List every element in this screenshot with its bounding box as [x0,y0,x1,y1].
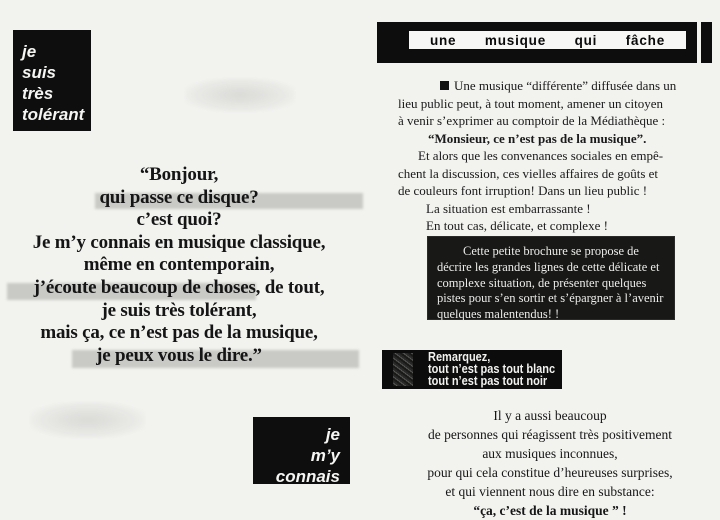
paragraph-line-emphasis: “Monsieur, ce n’est pas de la musique”. [428,130,647,146]
connais-line: je [325,425,340,444]
remarquez-bar [382,350,562,389]
remarquez-line: Remarquez, [428,350,491,364]
title-bar-edge-strip [701,22,712,63]
box-line: décrire les grandes lignes de cette délicate et [437,259,660,274]
brochure-purpose-box [428,237,674,322]
box-line: pistes pour s’en sortir et s’épargner à l’avenir [437,291,664,306]
paragraph-line: aux musiques inconnues, [482,446,618,461]
quote-line: qui passe ce disque? [99,186,259,208]
tolerant-black-box [13,30,91,131]
quote-line: mais ça, ce n’est pas de la musique, [40,322,318,344]
box-line: quelques malentendus! ! [437,307,560,322]
quote-line: c’est quoi? [136,209,222,231]
page-title: une musique qui fâche [409,31,686,49]
remarquez-line: tout n’est pas tout noir [428,373,548,388]
quote-line: Je m’y connais en musique classique, [32,231,326,253]
intro-paragraph [398,77,686,235]
closing-paragraph [390,406,710,520]
paragraph-line-text: Une musique “différente” diffusée dans un [454,78,677,93]
paragraph-line: En tout cas, délicate, et complexe ! [426,218,608,233]
quote-line: je suis très tolérant, [101,299,257,321]
quote-line: j’écoute beaucoup de choses, de tout, [33,276,325,298]
remarquez-text [428,352,555,387]
quote-line: je peux vous le dire.” [96,344,262,366]
quote-line: même en contemporain, [83,254,275,276]
paragraph-line: et qui viennent nous dire en substance: [445,484,655,499]
connais-line: connais [275,467,340,486]
paragraph-line-emphasis: “ça, c’est de la musique ” ! [473,503,627,518]
paragraph-line: de couleurs font irruption! Dans un lieu public ! [398,183,648,198]
tolerant-line: tolérant [22,105,85,124]
tolerant-line: je [22,42,37,61]
paragraph-line: Il y a aussi beaucoup [493,408,607,423]
paragraph-line: La situation est embarrassante ! [426,200,591,216]
paragraph-line: à venir s’exprimer au comptoir de la Médiathèque : [398,113,666,128]
paragraph-line [398,77,686,95]
tolerant-line: suis [22,63,57,82]
right-page [365,0,720,519]
scan-smudge-top [185,78,295,112]
page-title-bar [377,22,697,63]
quote-line: “Bonjour, [139,164,219,185]
tolerant-line: très [22,84,54,103]
box-line: complexe situation, de présenter quelques [437,275,647,290]
paragraph-line: de personnes qui réagissent très positivement [427,427,673,442]
remarquez-line: tout n’est pas tout blanc [428,361,556,376]
paragraph-line: lieu public peut, à tout moment, amener un citoyen [398,95,663,111]
connais-black-box [253,417,350,484]
visitor-quote [0,164,358,367]
connais-line: m’y [310,446,340,465]
paragraph-line: chent la discussion, ces vielles affaires de goûts et [398,165,659,181]
paragraph-line: Et alors que les convenances sociales en empê- [418,148,664,163]
box-line: Cette petite brochure se propose de [463,244,639,258]
paragraph-line: pour qui cela constitue d’heureuses surprises, [427,465,673,480]
stamp-thumbnail-icon [393,353,413,386]
scan-smudge-bottom [30,402,145,438]
square-bullet-icon [440,81,449,90]
